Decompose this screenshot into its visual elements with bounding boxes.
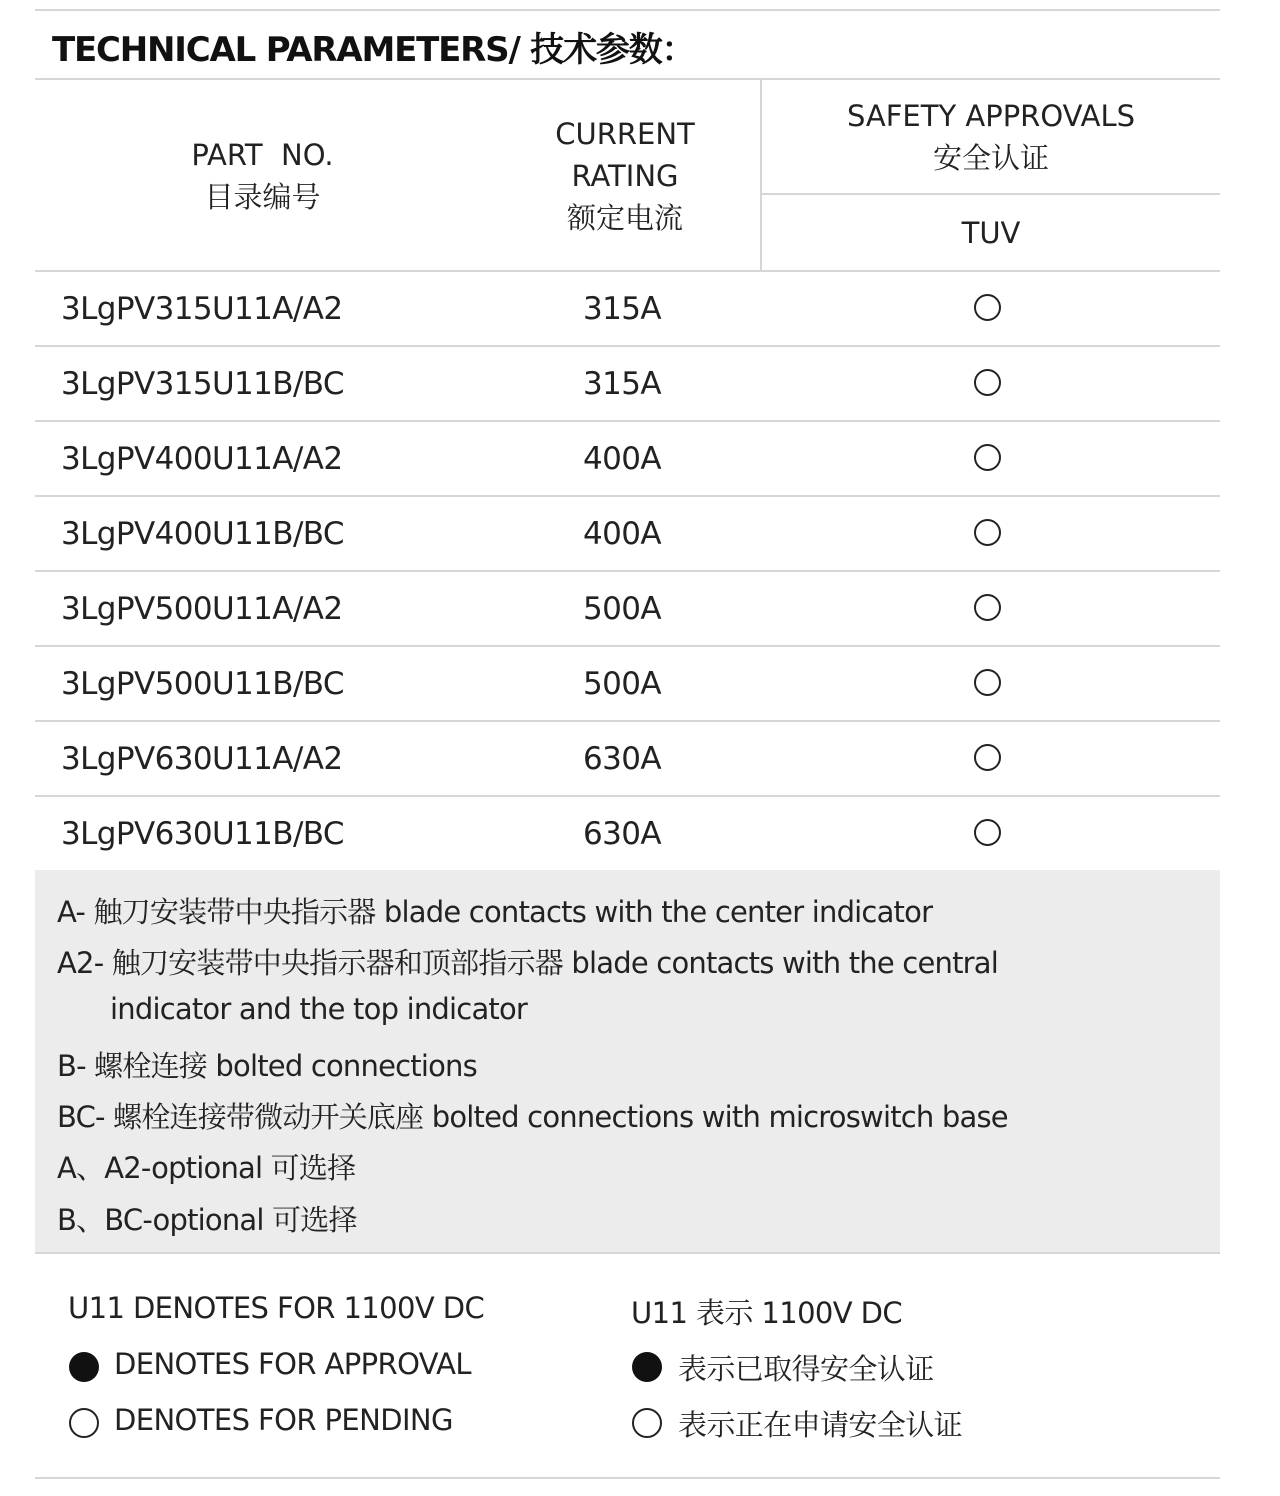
top-rule — [35, 9, 1220, 11]
header-part-no — [35, 134, 490, 218]
part-number-cell: 3LgPV315U11A/A2 — [61, 291, 343, 327]
hollow-circle-icon — [974, 594, 1001, 621]
part-number-cell: 3LgPV400U11A/A2 — [61, 441, 343, 477]
header-current-en1: CURRENT — [555, 117, 695, 151]
part-number-cell: 3LgPV630U11A/A2 — [61, 741, 343, 777]
table-row — [35, 797, 1220, 872]
legend-approval-en: DENOTES FOR APPROVAL — [114, 1347, 471, 1381]
note-a-optional: A、A2-optional 可选择 — [57, 1151, 356, 1185]
header-current-zh: 额定电流 — [566, 201, 683, 235]
legend-voltage-en: U11 DENOTES FOR 1100V DC — [68, 1291, 485, 1325]
header-safety-en: SAFETY APPROVALS — [846, 99, 1136, 133]
note-bc: BC- 螺栓连接带微动开关底座 bolted connections with microswitch base — [57, 1100, 1008, 1134]
table-row — [35, 647, 1220, 722]
note-b-optional: B、BC-optional 可选择 — [57, 1203, 357, 1237]
current-rating-cell: 400A — [583, 516, 661, 552]
header-safety-approvals — [762, 95, 1220, 179]
table-row — [35, 572, 1220, 647]
part-number-cell: 3LgPV400U11B/BC — [61, 516, 344, 552]
current-rating-cell: 500A — [583, 666, 661, 702]
note-a2: A2- 触刀安装带中央指示器和顶部指示器 blade contacts with the central — [57, 946, 998, 980]
part-number-cell: 3LgPV630U11B/BC — [61, 816, 344, 852]
header-tuv: TUV — [961, 216, 1021, 250]
hollow-circle-icon — [974, 519, 1001, 546]
part-number-cell: 3LgPV500U11A/A2 — [61, 591, 343, 627]
part-number-cell: 3LgPV315U11B/BC — [61, 366, 344, 402]
legend-approval-zh: 表示已取得安全认证 — [678, 1352, 934, 1386]
title-rule — [35, 78, 1220, 80]
hollow-circle-icon — [974, 444, 1001, 471]
header-part-no-zh: 目录编号 — [204, 180, 321, 214]
current-rating-cell: 400A — [583, 441, 661, 477]
table-row — [35, 272, 1220, 347]
bottom-rule — [35, 1477, 1220, 1479]
part-number-cell: 3LgPV500U11B/BC — [61, 666, 344, 702]
header-safety-zh: 安全认证 — [932, 141, 1049, 175]
hollow-circle-icon — [974, 669, 1001, 696]
table-row — [35, 497, 1220, 572]
note-a2-cont: indicator and the top indicator — [110, 992, 528, 1026]
page-title: TECHNICAL PARAMETERS/ 技术参数： — [52, 30, 695, 70]
filled-circle-icon — [632, 1352, 662, 1382]
current-rating-cell: 630A — [583, 741, 661, 777]
hollow-circle-icon — [974, 294, 1001, 321]
hollow-circle-icon — [974, 369, 1001, 396]
note-a: A- 触刀安装带中央指示器 blade contacts with the center indicator — [57, 895, 933, 929]
header-safety-rule — [762, 193, 1220, 195]
legend-pending-en: DENOTES FOR PENDING — [114, 1403, 453, 1437]
hollow-circle-icon — [974, 819, 1001, 846]
legend-voltage-zh: U11 表示 1100V DC — [631, 1296, 903, 1330]
table-row — [35, 722, 1220, 797]
current-rating-cell: 315A — [583, 291, 661, 327]
note-b: B- 螺栓连接 bolted connections — [57, 1049, 477, 1083]
current-rating-cell: 500A — [583, 591, 661, 627]
legend-pending-zh: 表示正在申请安全认证 — [678, 1408, 963, 1442]
hollow-circle-icon — [69, 1408, 99, 1438]
header-current-en2: RATING — [571, 159, 679, 193]
filled-circle-icon — [69, 1352, 99, 1382]
current-rating-cell: 630A — [583, 816, 661, 852]
current-rating-cell: 315A — [583, 366, 661, 402]
header-current-rating — [490, 113, 760, 239]
table-row — [35, 422, 1220, 497]
notes-box — [35, 870, 1220, 1254]
hollow-circle-icon — [632, 1408, 662, 1438]
table-row — [35, 347, 1220, 422]
header-part-no-en: PART NO. — [191, 138, 334, 172]
hollow-circle-icon — [974, 744, 1001, 771]
